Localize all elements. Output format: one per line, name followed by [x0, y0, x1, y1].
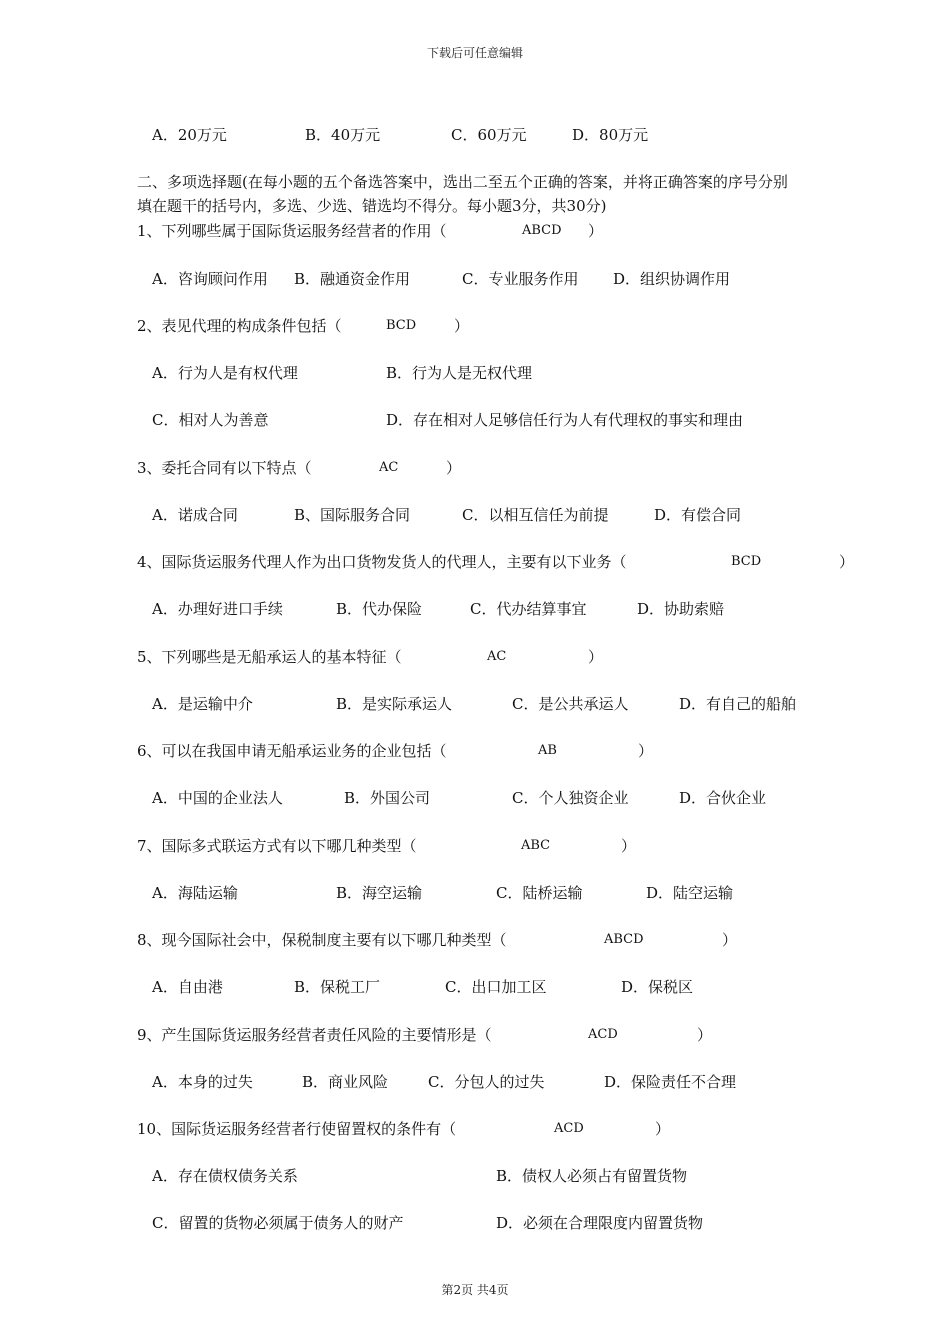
answer-key: ACD — [554, 1121, 584, 1136]
option: D．陆空运输 — [646, 884, 734, 902]
option: C．代办结算事宜 — [470, 600, 587, 618]
section-heading-line2: 填在题干的括号内，多选、少选、错选均不得分。每小题3分，共30分) — [137, 197, 607, 215]
option: C．是公共承运人 — [512, 695, 629, 713]
answer-key: ABCD — [522, 223, 562, 238]
option: B．保税工厂 — [294, 978, 381, 996]
answer-key: AC — [487, 649, 507, 664]
option: D．有偿合同 — [654, 506, 742, 524]
option: A．中国的企业法人 — [152, 789, 283, 807]
option: C．出口加工区 — [445, 978, 547, 996]
option: B．行为人是无权代理 — [386, 364, 533, 382]
bracket-close: ） — [638, 742, 654, 760]
option: A．自由港 — [152, 978, 223, 996]
question-stem: 8、现今国际社会中，保税制度主要有以下哪几种类型（ — [137, 931, 507, 949]
option: A．是运输中介 — [152, 695, 253, 713]
answer-key: ABC — [521, 838, 551, 853]
option: A．20万元 — [152, 126, 227, 144]
bracket-close: ） — [446, 459, 462, 477]
option: B．商业风险 — [302, 1073, 389, 1091]
bracket-close: ） — [588, 222, 604, 240]
option: A．存在债权债务关系 — [152, 1167, 298, 1185]
option: D．80万元 — [572, 126, 649, 144]
option: A．办理好进口手续 — [152, 600, 283, 618]
answer-key: AB — [538, 743, 557, 758]
question-stem: 4、国际货运服务代理人作为出口货物发货人的代理人，主要有以下业务（ — [137, 553, 627, 571]
option: C．留置的货物必须属于债务人的财产 — [152, 1214, 404, 1232]
option: B、国际服务合同 — [294, 506, 411, 524]
option: D．合伙企业 — [679, 789, 767, 807]
answer-key: BCD — [386, 318, 417, 333]
option: A．诺成合同 — [152, 506, 238, 524]
answer-key: ABCD — [604, 932, 644, 947]
option: D．保税区 — [621, 978, 694, 996]
option: D．组织协调作用 — [613, 270, 731, 288]
option: C．以相互信任为前提 — [462, 506, 609, 524]
question-stem: 10、国际货运服务经营者行使留置权的条件有（ — [137, 1120, 457, 1138]
question-stem: 9、产生国际货运服务经营者责任风险的主要情形是（ — [137, 1026, 492, 1044]
question-stem: 3、委托合同有以下特点（ — [137, 459, 312, 477]
option: D．必须在合理限度内留置货物 — [496, 1214, 704, 1232]
answer-key: AC — [379, 460, 399, 475]
bracket-close: ） — [697, 1026, 713, 1044]
option: C．陆桥运输 — [496, 884, 583, 902]
bracket-close: ） — [621, 837, 637, 855]
question-stem: 1、下列哪些属于国际货运服务经营者的作用（ — [137, 222, 447, 240]
option: A．行为人是有权代理 — [152, 364, 298, 382]
option: D．保险责任不合理 — [604, 1073, 737, 1091]
option: A．本身的过失 — [152, 1073, 253, 1091]
section-heading-line1: 二、多项选择题(在每小题的五个备选答案中，选出二至五个正确的答案，并将正确答案的序号分别 — [137, 173, 788, 191]
question-stem: 7、国际多式联运方式有以下哪几种类型（ — [137, 837, 417, 855]
answer-key: ACD — [588, 1027, 618, 1042]
option: A．咨询顾问作用 — [152, 270, 268, 288]
option: B．融通资金作用 — [294, 270, 411, 288]
option: C．个人独资企业 — [512, 789, 629, 807]
option: A．海陆运输 — [152, 884, 238, 902]
option: B．外国公司 — [344, 789, 431, 807]
bracket-close: ） — [655, 1120, 671, 1138]
question-stem: 2、表见代理的构成条件包括（ — [137, 317, 342, 335]
option: D．有自己的船舶 — [679, 695, 797, 713]
bracket-close: ） — [588, 648, 604, 666]
option: C．分包人的过失 — [428, 1073, 545, 1091]
option: D．协助索赔 — [637, 600, 725, 618]
option: C．60万元 — [451, 126, 527, 144]
option: D．存在相对人足够信任行为人有代理权的事实和理由 — [386, 411, 744, 429]
bracket-close: ） — [454, 317, 470, 335]
option: B．代办保险 — [336, 600, 423, 618]
option: B．海空运输 — [336, 884, 423, 902]
option: C．相对人为善意 — [152, 411, 269, 429]
bracket-close: ） — [839, 553, 855, 571]
bracket-close: ） — [722, 931, 738, 949]
option: B．是实际承运人 — [336, 695, 453, 713]
answer-key: BCD — [731, 554, 762, 569]
option: B．40万元 — [305, 126, 381, 144]
page-footer: 第2页 共4页 — [441, 1283, 509, 1297]
option: B．债权人必须占有留置货物 — [496, 1167, 688, 1185]
question-stem: 5、下列哪些是无船承运人的基本特征（ — [137, 648, 402, 666]
question-stem: 6、可以在我国申请无船承运业务的企业包括（ — [137, 742, 447, 760]
page-header: 下载后可任意编辑 — [426, 46, 523, 60]
option: C．专业服务作用 — [462, 270, 579, 288]
